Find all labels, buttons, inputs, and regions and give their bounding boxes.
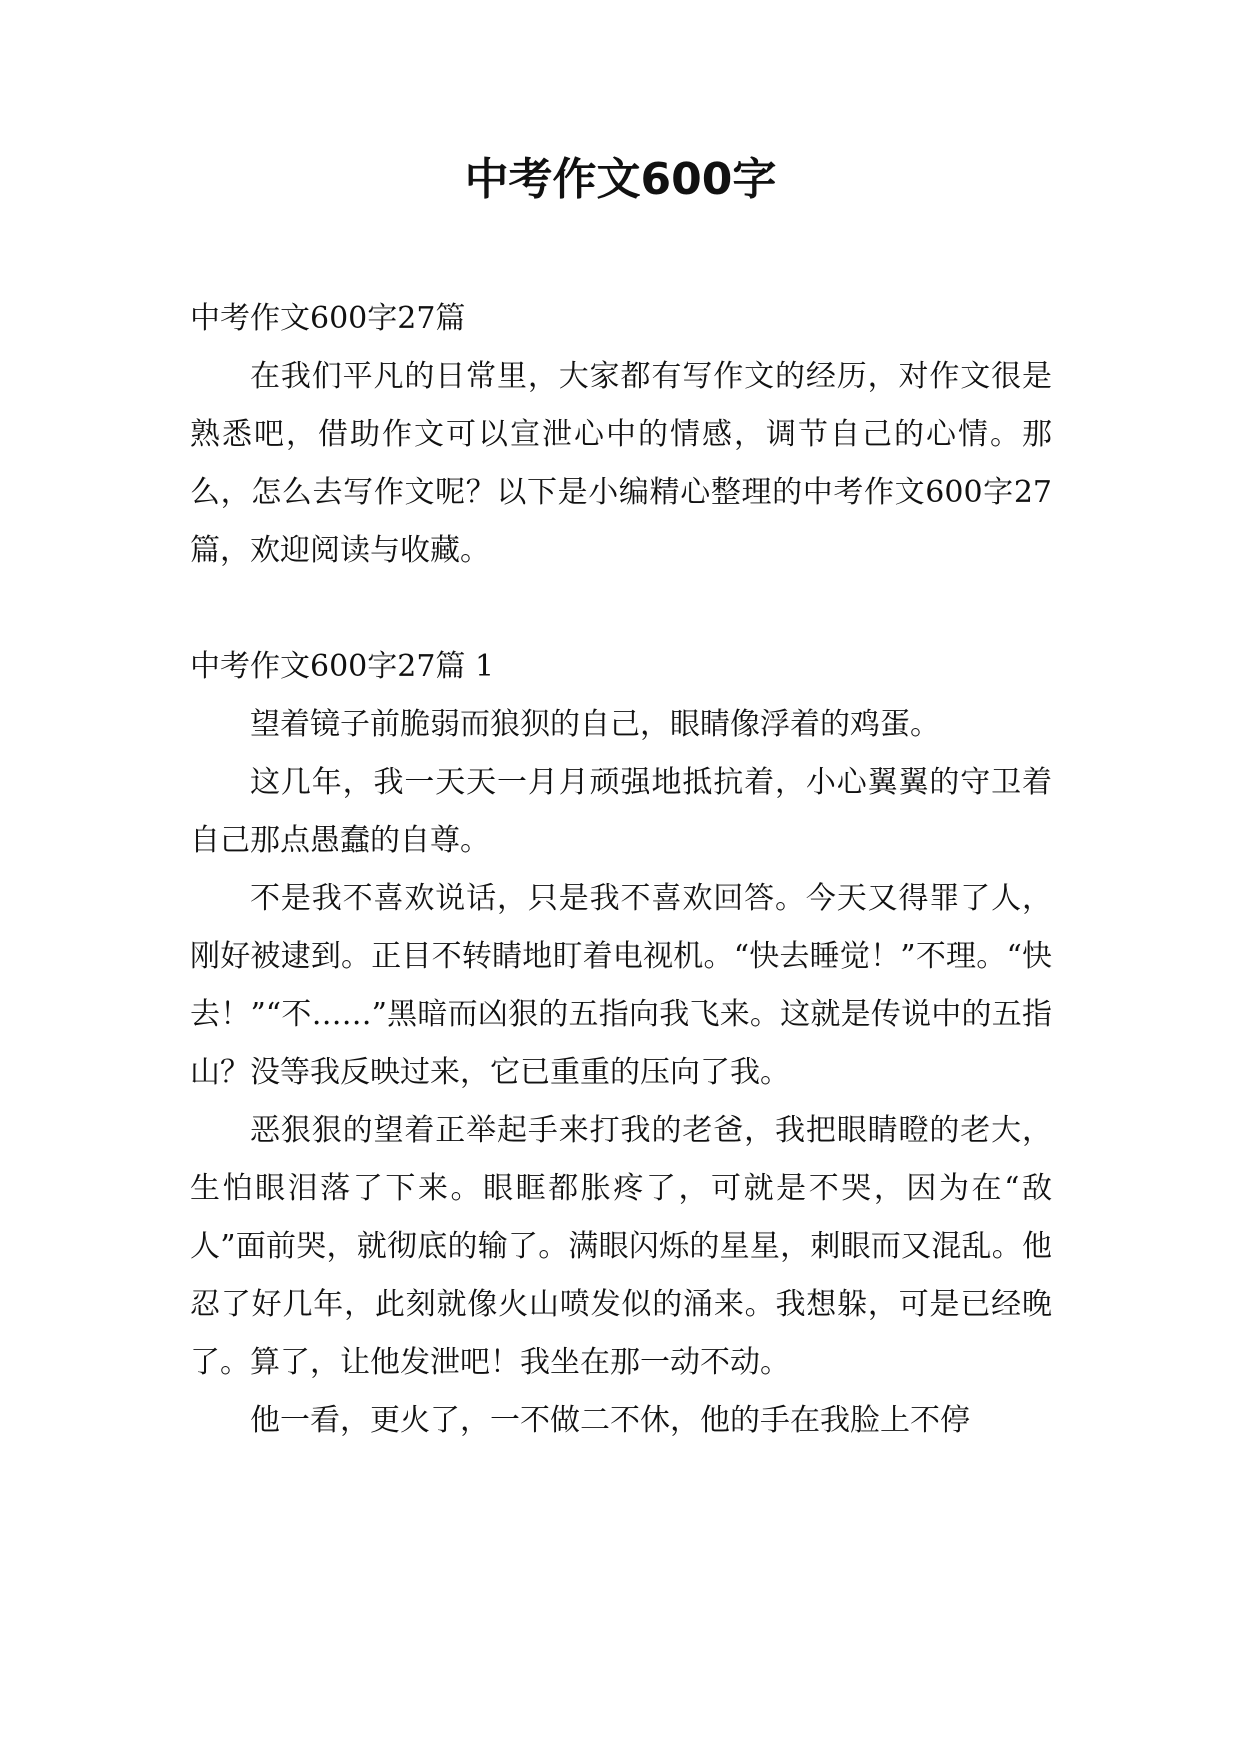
body-paragraph: 他一看，更火了，一不做二不休，他的手在我脸上不停 [250,1403,970,1438]
document-body [190,290,1052,1450]
section-heading: 中考作文600字27篇 1 [190,649,495,684]
body-paragraph: 望着镜子前脆弱而狼狈的自己，眼睛像浮着的鸡蛋。 [250,707,940,742]
body-paragraph: 不是我不喜欢说话，只是我不喜欢回答。今天又得罪了人，刚好被逮到。正目不转睛地盯着电视机。“快去睡觉！”不理。“快去！”“不……”黑暗而凶狠的五指向我飞来。这就是传说中的五指山？没等我反映过来，它已重重的压向了我。 [190,881,1052,1090]
intro-heading: 中考作文600字27篇 [190,301,466,336]
intro-paragraph: 在我们平凡的日常里，大家都有写作文的经历，对作文很是熟悉吧，借助作文可以宣泄心中的情感，调节自己的心情。那么，怎么去写作文呢？以下是小编精心整理的中考作文600字27篇，欢迎阅读与收藏。 [190,359,1052,568]
body-paragraph: 恶狠狠的望着正举起手来打我的老爸，我把眼睛瞪的老大，生怕眼泪落了下来。眼眶都胀疼了，可就是不哭，因为在“敌人”面前哭，就彻底的输了。满眼闪烁的星星，刺眼而又混乱。他忍了好几年，此刻就像火山喷发似的涌来。我想躲，可是已经晚了。算了，让他发泄吧！我坐在那一动不动。 [190,1113,1052,1380]
section-spacer [190,580,1052,638]
document-title: 中考作文600字 [464,154,777,205]
body-paragraph: 这几年，我一天天一月月顽强地抵抗着，小心翼翼的守卫着自己那点愚蠢的自尊。 [190,765,1052,858]
